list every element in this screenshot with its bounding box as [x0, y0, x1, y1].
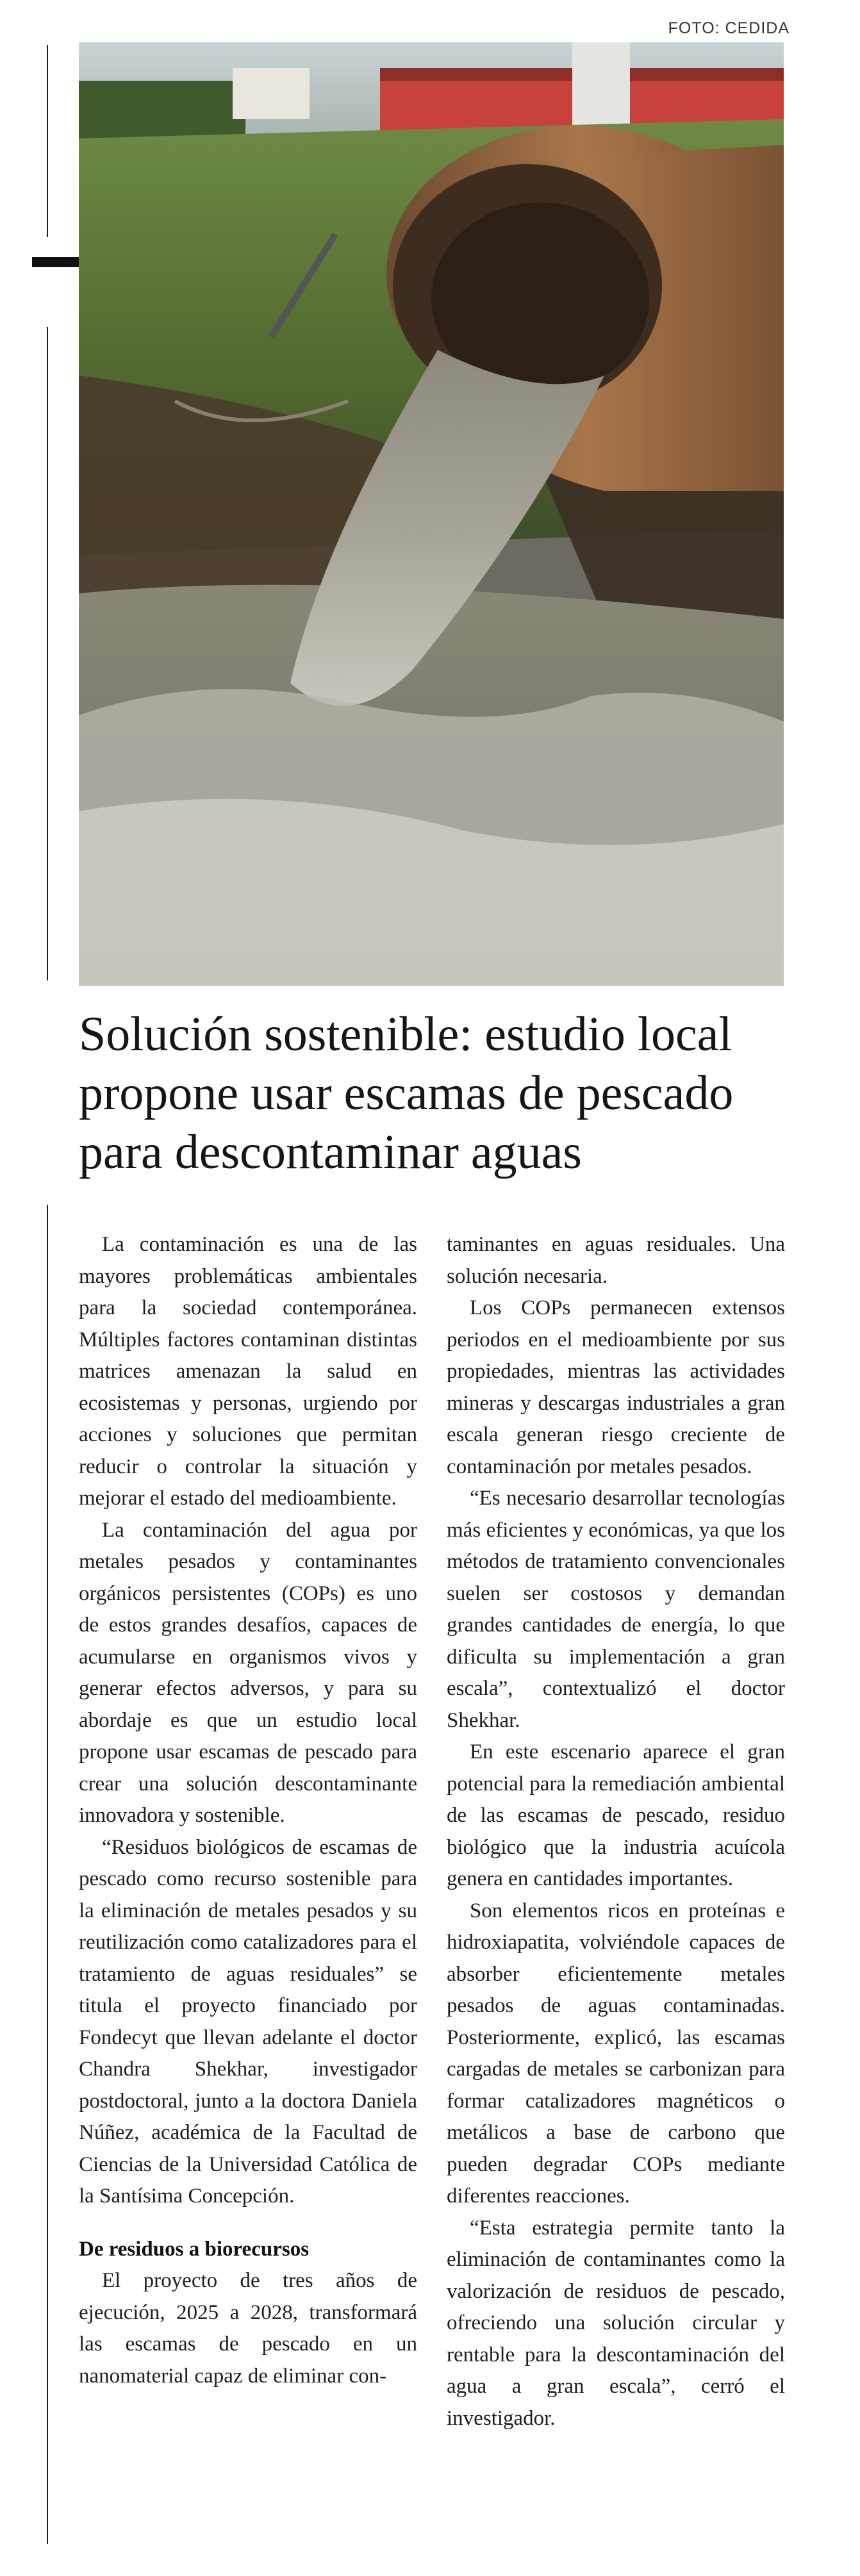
paragraph: La contaminación del agua por metales pesados y contaminantes orgánicos persistentes (COPs) es uno de estos grandes desafíos, capaces de acumularse en organismos vivos y generar efectos adversos, y para su abordaje es que un estudio local propone usar escamas de pescado para crear una solución descontaminante innovadora y sostenible. [79, 1518, 417, 1827]
headline-line-3: para descontaminar aguas [79, 1125, 582, 1179]
article-column-left [79, 1229, 417, 2392]
section-marker [32, 257, 81, 267]
paragraph: “Es necesario desarrollar tecnologías más eficientes y económicas, ya que los métodos de tratamiento convencionales suelen ser costosos y demandan grandes cantidades de energía, lo que dificulta su implementación a gran escala”, contextualizó el doctor Shekhar. [447, 1487, 785, 1732]
paragraph: “Residuos biológicos de escamas de pescado como recurso sostenible para la eliminación de metales pesados y su reutilización como catalizadores para el tratamiento de aguas residuales” se titula el proyecto financiado por Fondecyt que llevan adelante el doctor Chandra Shekhar, investigador postdoctoral, junto a la doctora Daniela Núñez, académica de la Facultad de Ciencias de la Universidad Católica de la Santísima Concepción. [79, 1835, 417, 2208]
article-photo [79, 42, 784, 986]
column-rule-lower [47, 1205, 48, 2544]
paragraph: Son elementos ricos en proteínas e hidroxiapatita, volviéndole capaces de absorber eficientemente metales pesados de aguas contaminadas. Posteriormente, explicó, las escamas cargadas de metales se carbonizan para formar catalizadores magnéticos o metálicos a base de carbono que pueden degradar COPs mediante diferentes reacciones. [447, 1899, 785, 2208]
paragraph: El proyecto de tres años de ejecución, 2025 a 2028, transformará las escamas de pescado en un nanomaterial capaz de eliminar con- [79, 2269, 417, 2388]
article-column-right [447, 1229, 785, 2434]
paragraph: La contaminación es una de las mayores problemáticas ambientales para la sociedad contemporánea. Múltiples factores contaminan distintas matrices amenazan la salud en ecosistemas y personas, urgiendo por acciones y soluciones que permitan reducir o controlar la situación y mejorar el estado del medioambiente. [79, 1233, 417, 1510]
paragraph: “Esta estrategia permite tanto la eliminación de contaminantes como la valorización de residuos de pescado, ofreciendo una solución circular y rentable para la descontaminación del agua a gran escala”, cerró el investigador. [447, 2216, 785, 2430]
column-rule-top [47, 45, 48, 237]
subheading: De residuos a biorecursos [79, 2237, 310, 2261]
headline-line-1: Solución sostenible: estudio local [79, 1007, 732, 1061]
paragraph: Los COPs permanecen extensos periodos en el medioambiente por sus propiedades, mientras las actividades mineras y descargas industriales a gran escala generan riesgo creciente de contaminación por metales pesados. [447, 1296, 785, 1478]
photo-credit: FOTO: CEDIDA [668, 19, 790, 37]
paragraph: taminantes en aguas residuales. Una solución necesaria. [447, 1233, 785, 1288]
paragraph: En este escenario aparece el gran potencial para la remediación ambiental de las escamas de pescado, residuo biológico que la industria acuícola genera en cantidades importantes. [447, 1740, 785, 1890]
wastewater-pipe-illustration [79, 42, 784, 986]
column-rule-middle [47, 327, 48, 980]
article-headline [79, 1005, 797, 1182]
headline-line-2: propone usar escamas de pescado [79, 1066, 734, 1120]
